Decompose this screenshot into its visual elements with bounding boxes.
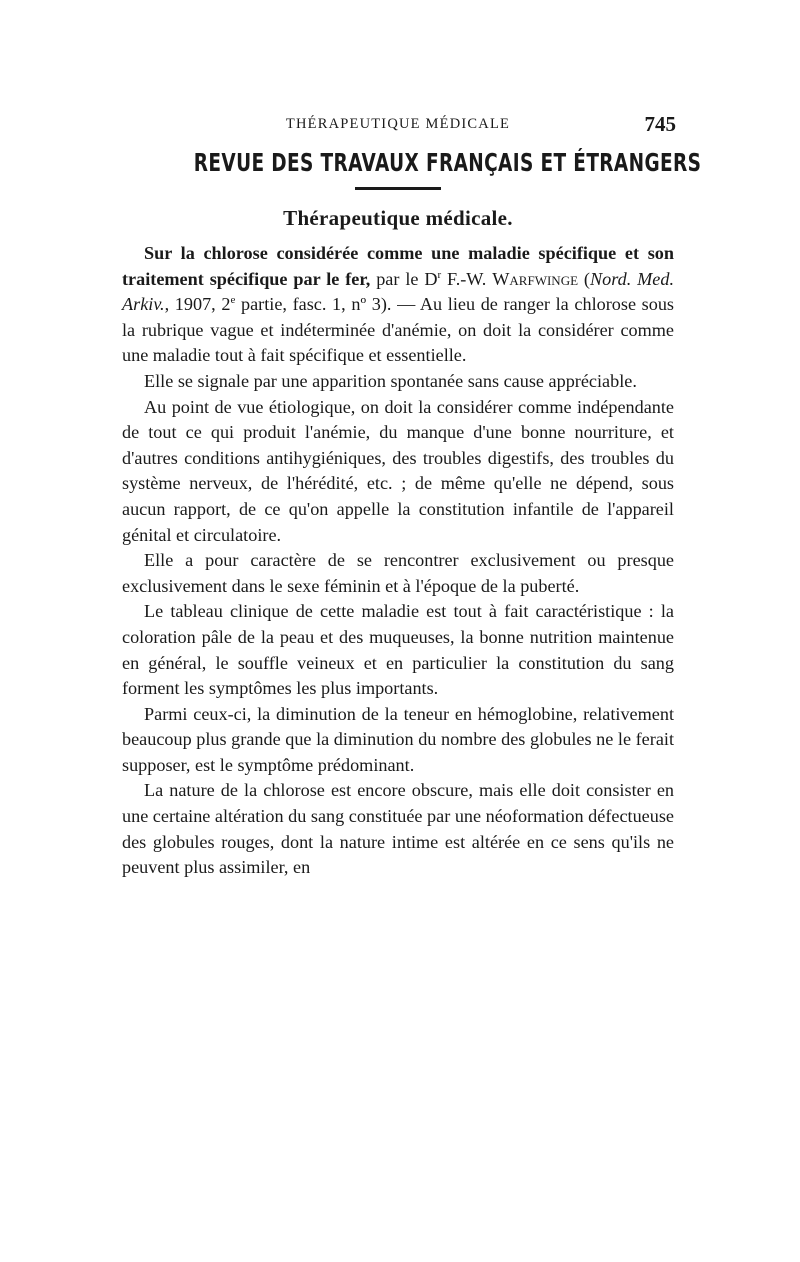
running-header: [122, 112, 674, 138]
reference-details: , 1907, 2: [164, 294, 231, 315]
paragraph-6: Parmi ceux-ci, la diminution de la teneur en hémoglobine, relativement beaucoup plus grande que la diminution du nombre des globules ne le ferait supposer, est le symptôme prédominant.: [122, 703, 674, 775]
paragraph-7: La nature de la chlorose est encore obscure, mais elle doit consister en une certaine altération du sang constituée par une néoformation défectueuse des globules rouges, dont la nature intime est altérée en ce sens qu'ils ne peuvent plus assimiler, en: [122, 780, 674, 878]
article-body: [122, 241, 674, 881]
document-page: [122, 112, 702, 881]
running-title: THÉRAPEUTIQUE MÉDICALE: [285, 116, 511, 132]
journal-name: Nord. Med. Arkiv.: [122, 268, 675, 315]
reference-close: partie, fasc. 1, nº 3). —: [235, 294, 420, 315]
paragraph-4: Elle a pour caractère de se rencontrer exclusivement ou presque exclusivement dans le sexe féminin et à l'époque de la puberté.: [122, 550, 674, 596]
paragraph-1: [122, 241, 674, 369]
subtitle: Thérapeutique médicale.: [283, 206, 513, 230]
part-superscript: e: [230, 294, 236, 307]
author-initials: F.-W.: [441, 268, 493, 289]
title-rule: [355, 187, 441, 190]
paragraph-5: Le tableau clinique de cette maladie est tout à fait caractéristique : la coloration pâle de la peau et des muqueuses, la bonne nutrition maintenue en général, le souffle veineux et en particulier la constitution du sang forment les symptômes les plus importants.: [122, 601, 674, 699]
author-name: Warfwinge: [492, 268, 579, 289]
reference-open: (: [578, 268, 590, 289]
section-title: REVUE DES TRAVAUX FRANÇAIS ET ÉTRANGERS: [193, 148, 702, 177]
article-by: par le D: [370, 268, 438, 289]
dr-superscript: r: [437, 268, 442, 281]
paragraph-1-rest: Au lieu de ranger la chlorose sous la rubrique vague et indéterminée d'anémie, on doit la considérer comme une maladie tout à fait spécifique et essentielle.: [122, 294, 675, 366]
article-lead-title: Sur la chlorose considérée comme une maladie spécifique et son traitement spécifique par le fer,: [122, 243, 674, 289]
paragraph-2: Elle se signale par une apparition spontanée sans cause appréciable.: [144, 370, 637, 391]
paragraph-3: Au point de vue étiologique, on doit la considérer comme indépendante de tout ce qui produit l'anémie, du manque d'une bonne nourriture, et d'autres conditions antihygiéniques, des troubles digestifs, des troubles du système nerveux, de l'hérédité, etc. ; de même qu'elle ne dépend, sous aucun rapport, de ce qu'on appelle la constitution infantile de l'appareil génital et circulatoire.: [122, 396, 674, 545]
page-number: 745: [644, 112, 676, 136]
